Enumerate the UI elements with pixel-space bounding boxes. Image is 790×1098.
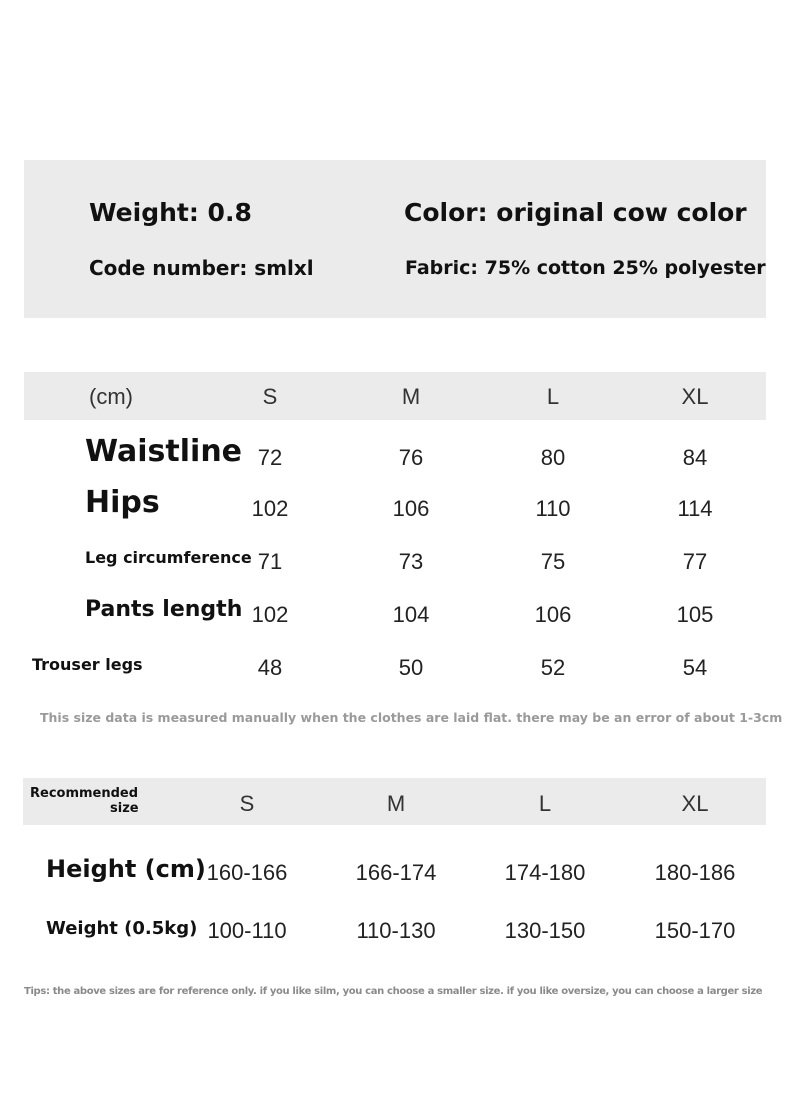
hips-xl: 114 <box>677 496 713 521</box>
size-header-l: L <box>546 384 560 409</box>
recommended-size-xl: XL <box>681 791 709 816</box>
row-label-height: Height (cm) <box>46 855 206 883</box>
trouser-legs-s: 48 <box>257 655 283 680</box>
height-s: 160-166 <box>206 860 288 885</box>
recommended-size-s: S <box>239 791 255 816</box>
pants-length-xl: 105 <box>676 602 714 627</box>
trouser-legs-xl: 54 <box>682 655 708 680</box>
recommended-header-line1: Recommended <box>30 786 139 801</box>
waistline-l: 80 <box>540 445 566 470</box>
weight-info: Weight: 0.8 <box>89 198 252 227</box>
product-info-panel <box>24 160 766 318</box>
weight-xl: 150-170 <box>654 918 736 943</box>
hips-s: 102 <box>251 496 289 521</box>
size-header-s: S <box>262 384 278 409</box>
trouser-legs-l: 52 <box>540 655 566 680</box>
color-info: Color: original cow color <box>404 198 747 227</box>
code-number-info: Code number: smlxl <box>89 256 314 280</box>
leg-circumference-s: 71 <box>257 549 283 574</box>
pants-length-s: 102 <box>251 602 289 627</box>
fabric-info: Fabric: 75% cotton 25% polyester <box>405 257 766 279</box>
height-xl: 180-186 <box>654 860 736 885</box>
leg-circumference-l: 75 <box>540 549 566 574</box>
size-table-header <box>24 372 766 420</box>
weight-s: 100-110 <box>207 918 287 943</box>
row-label-trouser-legs: Trouser legs <box>32 655 143 674</box>
weight-l: 130-150 <box>504 918 586 943</box>
height-l: 174-180 <box>504 860 586 885</box>
leg-circumference-xl: 77 <box>682 549 708 574</box>
row-label-waistline: Waistline <box>85 434 243 469</box>
weight-m: 110-130 <box>356 918 436 943</box>
recommended-header-line2: size <box>110 801 139 816</box>
row-label-leg-circumference: Leg circumference <box>85 548 252 567</box>
recommended-size-l: L <box>538 791 552 816</box>
trouser-legs-m: 50 <box>398 655 424 680</box>
size-header-xl: XL <box>681 384 709 409</box>
row-label-weight: Weight (0.5kg) <box>46 918 198 939</box>
measurement-note: This size data is measured manually when the clothes are laid flat. there may be an error of about 1-3cm <box>40 710 783 725</box>
size-header-m: M <box>401 384 421 409</box>
row-label-hips: Hips <box>85 485 160 520</box>
waistline-s: 72 <box>257 445 283 470</box>
waistline-m: 76 <box>398 445 424 470</box>
unit-label: (cm) <box>89 384 133 409</box>
height-m: 166-174 <box>355 860 437 885</box>
hips-l: 110 <box>535 496 571 521</box>
reference-tips: Tips: the above sizes are for reference only. if you like silm, you can choose a smaller size. if you like oversize, you can choose a larger size <box>24 986 763 997</box>
hips-m: 106 <box>392 496 430 521</box>
row-label-pants-length: Pants length <box>85 597 243 622</box>
pants-length-l: 106 <box>534 602 572 627</box>
leg-circumference-m: 73 <box>398 549 424 574</box>
pants-length-m: 104 <box>392 602 430 627</box>
waistline-xl: 84 <box>682 445 708 470</box>
recommended-size-m: M <box>386 791 406 816</box>
